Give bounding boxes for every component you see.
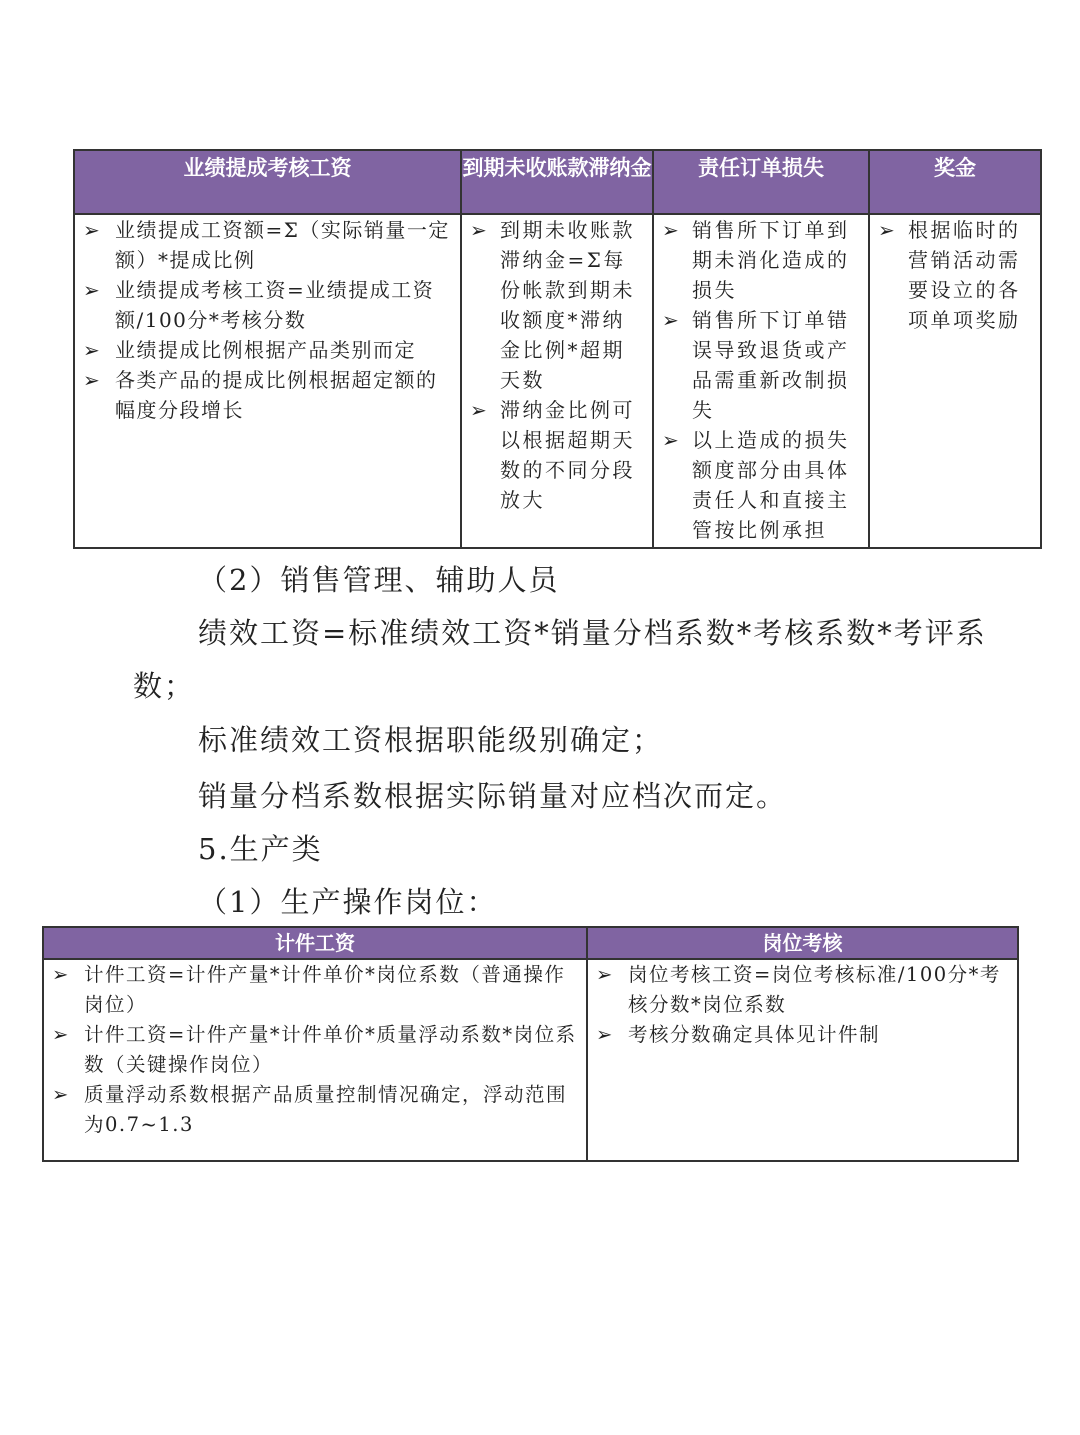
arrow-bullet-icon: ➢ bbox=[662, 308, 679, 332]
list-item: ➢ 滞纳金比例可以根据超期天数的不同分段放大 bbox=[462, 395, 652, 515]
table-row bbox=[43, 959, 1018, 1161]
header-position-assessment: 岗位考核 bbox=[587, 927, 1018, 959]
arrow-bullet-icon: ➢ bbox=[52, 963, 69, 986]
header-bonus: 奖金 bbox=[869, 150, 1041, 214]
list-item: ➢ 岗位考核工资=岗位考核标准/100分*考核分数*岗位系数 bbox=[588, 960, 1017, 1020]
section-heading-production-operation: （1）生产操作岗位： bbox=[198, 885, 498, 919]
arrow-bullet-icon: ➢ bbox=[596, 963, 613, 986]
arrow-bullet-icon: ➢ bbox=[83, 338, 100, 362]
arrow-bullet-icon: ➢ bbox=[596, 1023, 613, 1046]
list-item: ➢ 质量浮动系数根据产品质量控制情况确定，浮动范围为0.7~1.3 bbox=[44, 1080, 586, 1140]
table-header-row bbox=[43, 927, 1018, 959]
list-item: ➢ 业绩提成工资额=Σ（实际销量一定额）*提成比例 bbox=[75, 215, 460, 275]
body-text-volume-coefficient: 销量分档系数根据实际销量对应档次而定。 bbox=[198, 779, 788, 813]
performance-commission-cell bbox=[74, 214, 461, 548]
table-header-row bbox=[74, 150, 1041, 214]
list-item: ➢ 以上造成的损失额度部分由具体责任人和直接主管按比例承担 bbox=[654, 425, 868, 545]
sales-commission-table bbox=[73, 149, 1042, 549]
position-assessment-cell bbox=[587, 959, 1018, 1161]
list-item: ➢ 销售所下订单到期未消化造成的损失 bbox=[654, 215, 868, 305]
arrow-bullet-icon: ➢ bbox=[83, 278, 100, 302]
list-item: ➢ 考核分数确定具体见计件制 bbox=[588, 1020, 1017, 1050]
body-text-formula: 绩效工资=标准绩效工资*销量分档系数*考核系数*考评系 bbox=[198, 616, 987, 650]
list-item: ➢ 根据临时的营销活动需要设立的各项单项奖励 bbox=[870, 215, 1040, 335]
body-text-formula-continued: 数； bbox=[133, 669, 196, 703]
list-item: ➢ 各类产品的提成比例根据超定额的幅度分段增长 bbox=[75, 365, 460, 425]
section-heading-production: 5.生产类 bbox=[198, 832, 323, 866]
list-item: ➢ 业绩提成比例根据产品类别而定 bbox=[75, 335, 460, 365]
arrow-bullet-icon: ➢ bbox=[662, 218, 679, 242]
arrow-bullet-icon: ➢ bbox=[662, 428, 679, 452]
list-item: ➢ 计件工资=计件产量*计件单价*质量浮动系数*岗位系数（关键操作岗位） bbox=[44, 1020, 586, 1080]
header-order-loss: 责任订单损失 bbox=[653, 150, 869, 214]
arrow-bullet-icon: ➢ bbox=[470, 398, 487, 422]
list-item: ➢ 业绩提成考核工资=业绩提成工资额/100分*考核分数 bbox=[75, 275, 460, 335]
piecework-wage-cell bbox=[43, 959, 587, 1161]
arrow-bullet-icon: ➢ bbox=[52, 1083, 69, 1106]
order-loss-cell bbox=[653, 214, 869, 548]
header-piecework-wage: 计件工资 bbox=[43, 927, 587, 959]
list-item: ➢ 销售所下订单错误导致退货或产品需重新改制损失 bbox=[654, 305, 868, 425]
arrow-bullet-icon: ➢ bbox=[878, 218, 895, 242]
table-row bbox=[74, 214, 1041, 548]
section-heading-sales-management: （2）销售管理、辅助人员 bbox=[198, 563, 560, 597]
overdue-penalty-cell bbox=[461, 214, 653, 548]
production-wage-table bbox=[42, 926, 1019, 1162]
arrow-bullet-icon: ➢ bbox=[470, 218, 487, 242]
list-item: ➢ 计件工资=计件产量*计件单价*岗位系数（普通操作岗位） bbox=[44, 960, 586, 1020]
bonus-cell bbox=[869, 214, 1041, 548]
arrow-bullet-icon: ➢ bbox=[52, 1023, 69, 1046]
list-item: ➢ 到期未收账款滞纳金=Σ每份帐款到期未收额度*滞纳金比例*超期天数 bbox=[462, 215, 652, 395]
header-performance-commission: 业绩提成考核工资 bbox=[74, 150, 461, 214]
header-overdue-penalty: 到期未收账款滞纳金 bbox=[461, 150, 653, 214]
body-text-standard-salary: 标准绩效工资根据职能级别确定； bbox=[198, 723, 664, 757]
arrow-bullet-icon: ➢ bbox=[83, 218, 100, 242]
arrow-bullet-icon: ➢ bbox=[83, 368, 100, 392]
